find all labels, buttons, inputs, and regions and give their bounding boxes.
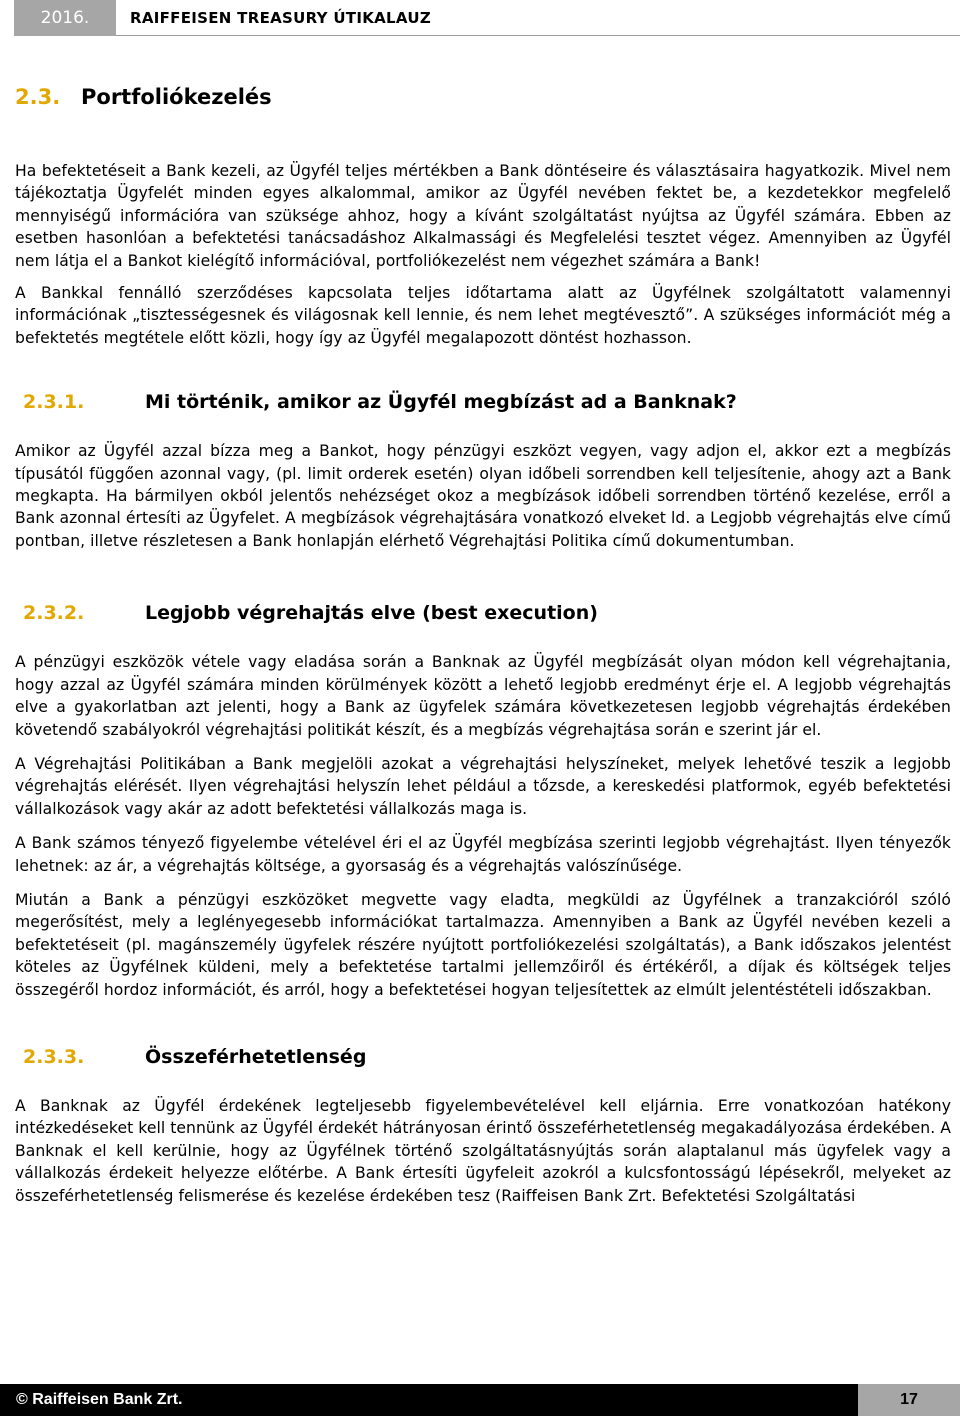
page-header <box>14 0 960 36</box>
subsection-number: 2.3.3. <box>23 1045 85 1068</box>
page-footer <box>0 1384 960 1424</box>
subsection-heading <box>15 597 951 629</box>
header-divider <box>116 35 960 36</box>
subsection-paragraph: A Banknak az Ügyfél érdekének legteljesebb figyelembevételével kell eljárnia. Erre vonatkozóan hatékony intézkedéseket kell tennünk az Ügyfél érdekét hátrányosan érintő összeférhetetlenség megakadályozása érdekében. A Banknak el kell kerülnie, hogy az Ügyfélnek történő szolgáltatásnyújtás során alaptalanul más ügyfelek vagy a vállalkozás érdekeit helyezze előtérbe. A Bank értesíti ügyfeleit azokról a kulcsfontosságú lépésekről, melyeket az összeférhetetlenség felismerése és kezelése érdekében tesz (Raiffeisen Bank Zrt. Befektetési Szolgáltatási <box>15 1096 951 1205</box>
section-heading <box>15 80 951 114</box>
section-number: 2.3. <box>15 85 61 109</box>
page-content <box>15 80 951 1207</box>
subsection-paragraph: A pénzügyi eszközök vétele vagy eladása során a Banknak az Ügyfél megbízását olyan módon kell végrehajtania, hogy azzal az Ügyfél számára minden körülmények között a lehető legjobb eredményt érje el. A legjobb végrehajtás elve a gyakorlatban azt jelenti, hogy a Bank az ügyfelek számára következetesen legjobb végrehajtás érdekében követendő szabályokról végrehajtási politikát készít, és a megbízás végrehajtása során e szerint jár el. <box>15 653 951 739</box>
section-title: Portfoliókezelés <box>81 85 272 109</box>
subsection-title: Összeférhetetlenség <box>145 1045 367 1068</box>
header-year: 2016. <box>14 0 116 36</box>
subsection-heading <box>15 1041 951 1073</box>
subsection-paragraph: A Bank számos tényező figyelembe vételével éri el az Ügyfél megbízása szerinti legjobb végrehajtást. Ilyen tényezők lehetnek: az ár, a végrehajtás költsége, a gyorsaság és a végrehajtás valószínűsége. <box>15 834 951 875</box>
subsection-heading <box>15 386 951 418</box>
subsection-title: Mi történik, amikor az Ügyfél megbízást ad a Banknak? <box>145 391 737 414</box>
section-paragraph: A Bankkal fennálló szerződéses kapcsolata teljes időtartama alatt az Ügyfélnek szolgáltatott valamennyi információnak „tisztességesnek és világosnak kell lennie, és nem lehet megtévesztő”. A szükséges információt még a befektetés megtétele előtt közli, hogy így az Ügyfél megalapozott döntést hozhasson. <box>15 284 951 347</box>
subsection-paragraph: Miután a Bank a pénzügyi eszközöket megvette vagy eladta, megküldi az Ügyfélnek a tranzakcióról szóló megerősítést, mely a leglényegesebb információkat tartalmazza. Amennyiben a Bank az Ügyfél nevében kezeli a befektetéseit (pl. magánszemély ügyfelek részére nyújtott portfoliókezelési szolgáltatás), a Bank időszakos jelentést köteles az Ügyfélnek küldeni, mely a befektetése tartalmi jellemzőiről és értékéről, a díjak és költségek teljes összegéről hordoz információt, és arról, hogy a befektetései hogyan teljesítettek az elmúlt jelentéstételi időszakban. <box>15 890 951 999</box>
header-title: RAIFFEISEN TREASURY ÚTIKALAUZ <box>130 9 432 27</box>
section-paragraph: Ha befektetéseit a Bank kezeli, az Ügyfél teljes mértékben a Bank döntéseire és választásaira hagyatkozik. Mivel nem tájékoztatja Ügyfelét minden egyes alkalommal, amikor az Ügyfél nevében fektet be, a kezdetekkor megfelelő mennyiségű információra van szüksége ahhoz, hogy a kívánt szolgáltatást nyújtsa az Ügyfél számára. Ebben az esetben hasonlóan a befektetési tanácsadáshoz Alkalmassági és Megfelelési tesztet végez. Amennyiben az Ügyfél nem látja el a Bankot kielégítő információval, portfoliókezelést nem végezhet számára a Bank! <box>15 162 951 270</box>
subsection-paragraph: A Végrehajtási Politikában a Bank megjelöli azokat a végrehajtási helyszíneket, melyek lehetővé teszik a legjobb végrehajtás elérését. Ilyen végrehajtási helyszín lehet például a tőzsde, a kereskedési platformok, egyéb befektetési vállalkozások vagy akár az adott befektetési vállalkozás maga is. <box>15 754 951 818</box>
footer-page-number: 17 <box>858 1384 960 1416</box>
subsection-paragraph: Amikor az Ügyfél azzal bízza meg a Bankot, hogy pénzügyi eszközt vegyen, vagy adjon el, akkor ezt a megbízás típusától függően azonnal vagy, (pl. limit orderek esetén) olyan időbeli sorrendben kell teljesítenie, ahogy azt a Bank megkapta. Ha bármilyen okból jelentős nehézséget okoz a megbízások időbeli sorrendben történő kezelése, erről a Bank azonnal értesíti az Ügyfelet. A megbízások végrehajtására vonatkozó elveket ld. a Legjobb végrehajtás elve című pontban, illetve részletesen a Bank honlapján elérhető Végrehajtási Politika című dokumentumban. <box>15 442 951 550</box>
footer-copyright: © Raiffeisen Bank Zrt. <box>0 1384 858 1416</box>
subsection-title: Legjobb végrehajtás elve (best execution) <box>145 602 598 625</box>
subsection-number: 2.3.1. <box>23 391 85 414</box>
subsection-number: 2.3.2. <box>23 602 85 625</box>
